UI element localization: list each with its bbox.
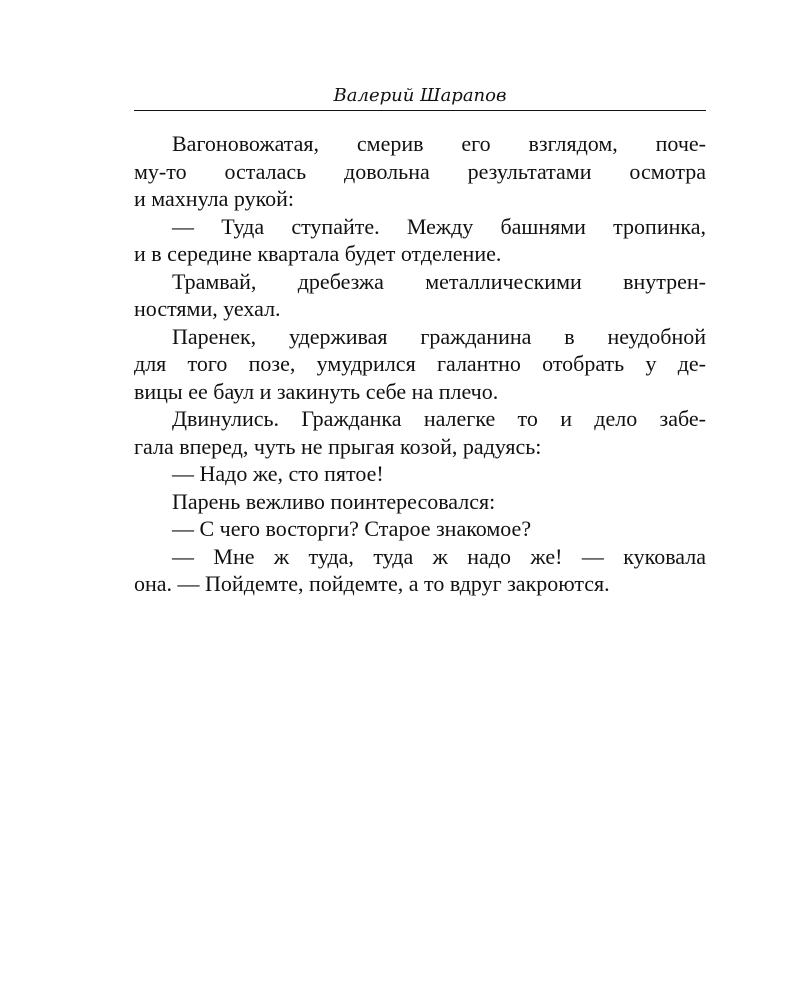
- text-line: Паренек, удерживая гражданина в неудобной: [172, 323, 706, 349]
- text-line: Двинулись. Гражданка налегке то и дело забе-: [172, 406, 706, 431]
- text-line: Вагоновожатая, смерив его взглядом, поче-: [172, 131, 706, 156]
- text-line: для того позе, умудрился галантно отобрать у де-: [134, 351, 706, 376]
- text-line: и в середине квартала будет отделение.: [134, 241, 502, 266]
- text-line: гала вперед, чуть не прыгая козой, радуясь:: [134, 433, 542, 459]
- text-line: Парень вежливо поинтересовался:: [172, 488, 496, 514]
- text-line: му-то осталась довольна результатами осмотра: [134, 158, 706, 184]
- text-line: и махнула рукой:: [134, 186, 295, 211]
- text-line: — С чего восторги? Старое знакомое?: [172, 516, 532, 541]
- text-line: — Туда ступайте. Между башнями тропинка,: [172, 213, 706, 239]
- text-line: Трамвай, дребезжа металлическими внутрен-: [172, 268, 706, 294]
- text-line: ностями, уехал.: [134, 296, 281, 321]
- text-line: — Мне ж туда, туда ж надо же! — куковала: [172, 543, 706, 569]
- text-line: вицы ее баул и закинуть себе на плечо.: [134, 378, 499, 404]
- header-rule: [134, 110, 706, 111]
- running-head-author: Валерий Шарапов: [333, 85, 507, 106]
- text-line: она. — Пойдемте, пойдемте, а то вдруг закроются.: [134, 571, 610, 596]
- text-line: — Надо же, сто пятое!: [172, 461, 384, 486]
- body-text: [134, 130, 706, 598]
